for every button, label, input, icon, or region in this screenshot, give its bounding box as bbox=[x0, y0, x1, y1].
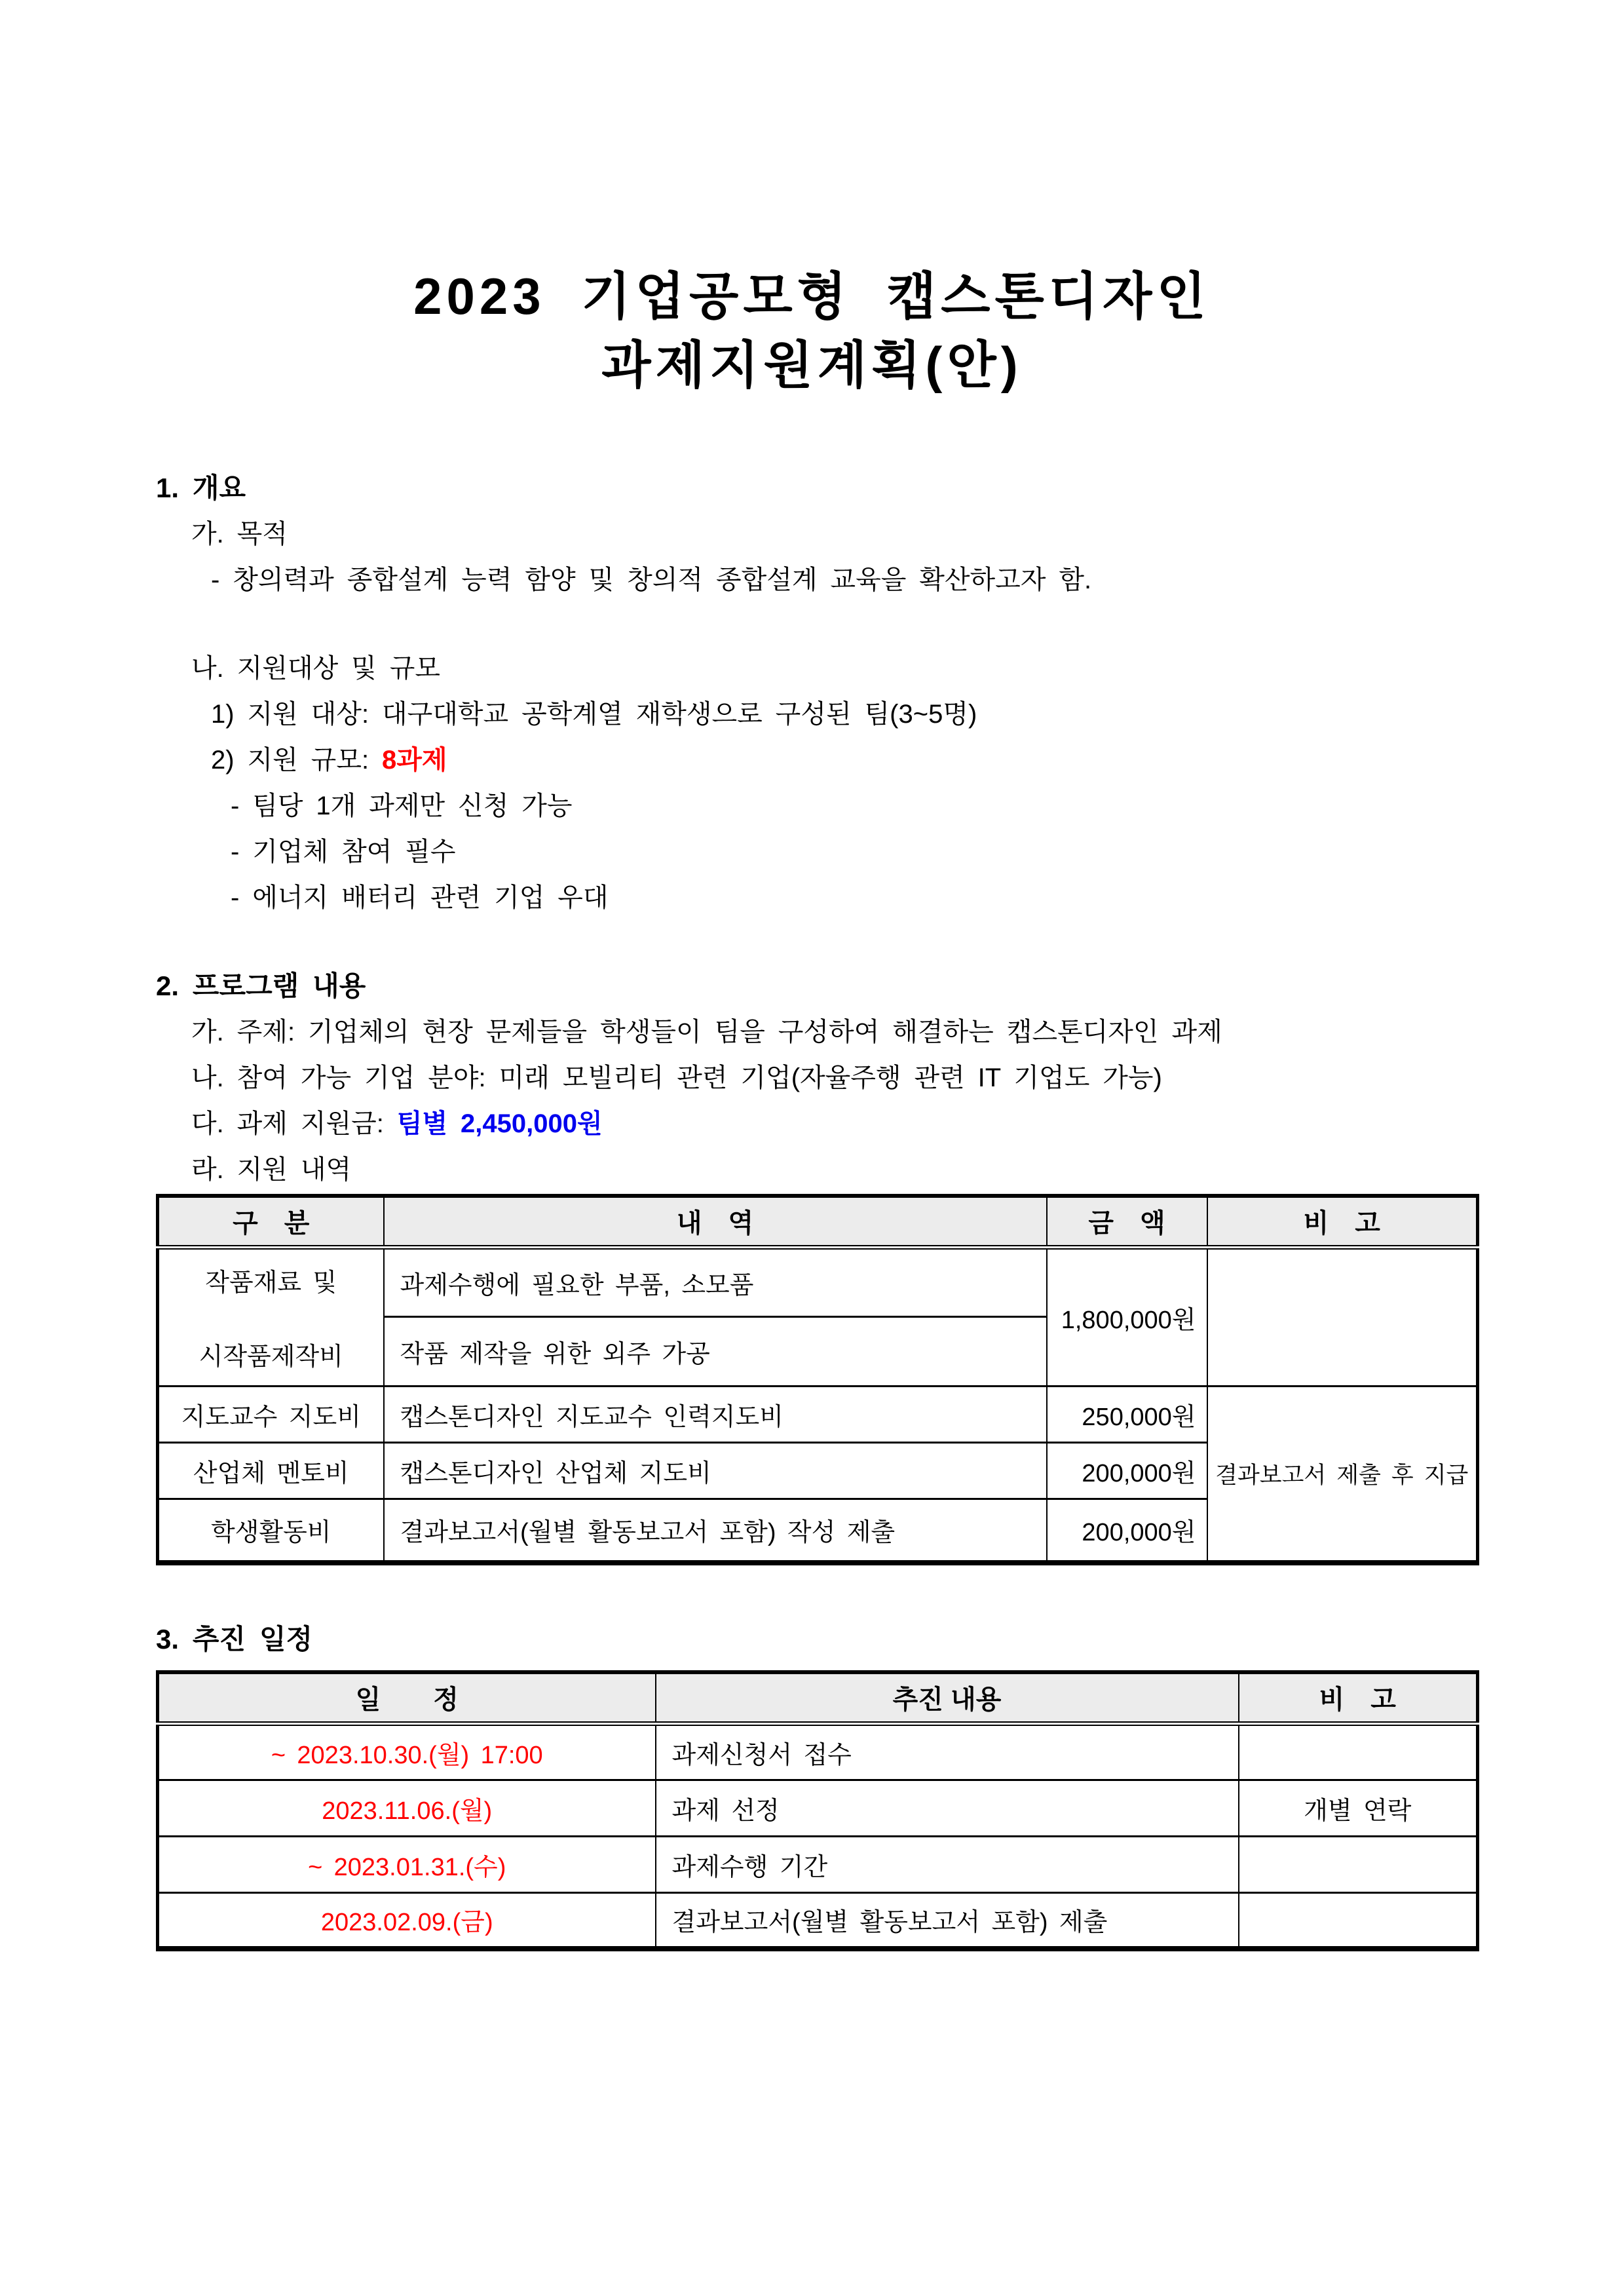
support-table-header-row bbox=[158, 1196, 1478, 1247]
cell-execution-content: 과제수행 기간 bbox=[656, 1836, 1239, 1892]
cell-materials-detail-outsourcing: 작품 제작을 위한 외주 가공 bbox=[384, 1316, 1047, 1386]
schedule-header-note: 비 고 bbox=[1239, 1672, 1478, 1723]
cell-student-category: 학생활동비 bbox=[158, 1499, 384, 1563]
overview-target-item: 1) 지원 대상: 대구대학교 공학계열 재학생으로 구성된 팀(3~5명) bbox=[211, 700, 977, 729]
table-row-materials-1 bbox=[158, 1247, 1478, 1316]
cell-industry-detail: 캡스톤디자인 산업체 지도비 bbox=[384, 1442, 1047, 1499]
support-header-detail: 내 역 bbox=[384, 1196, 1047, 1247]
schedule-table-header-row bbox=[158, 1672, 1478, 1723]
overview-scale-note-3: - 에너지 배터리 관련 기업 우대 bbox=[231, 883, 609, 912]
program-detail-label: 라. 지원 내역 bbox=[191, 1155, 352, 1184]
cell-professor-category: 지도교수 지도비 bbox=[158, 1386, 384, 1442]
overview-target-label: 나. 지원대상 및 규모 bbox=[191, 654, 440, 683]
cell-materials-note bbox=[1207, 1247, 1478, 1386]
table-row-application bbox=[158, 1723, 1478, 1780]
cell-industry-category: 산업체 멘토비 bbox=[158, 1442, 384, 1499]
program-field: 나. 참여 가능 기업 분야: 미래 모빌리티 관련 기업(자율주행 관련 IT 기업도 가능) bbox=[191, 1063, 1162, 1092]
cell-materials-amount: 1,800,000원 bbox=[1047, 1247, 1207, 1386]
cell-selection-date: 2023.11.06.(월) bbox=[158, 1780, 656, 1836]
overview-scale-note-2: - 기업체 참여 필수 bbox=[231, 837, 456, 866]
section-overview-heading: 1. 개요 bbox=[156, 472, 246, 503]
cell-execution-date: ~ 2023.01.31.(수) bbox=[158, 1836, 656, 1892]
table-row-professor bbox=[158, 1386, 1478, 1442]
overview-scale-line bbox=[0, 737, 1624, 783]
title-line-2: 과제지원계획(안) bbox=[601, 336, 1023, 394]
table-row-report bbox=[158, 1892, 1478, 1949]
cell-report-note bbox=[1239, 1892, 1478, 1949]
cell-report-content: 결과보고서(월별 활동보고서 포함) 제출 bbox=[656, 1892, 1239, 1949]
cell-application-content: 과제신청서 접수 bbox=[656, 1723, 1239, 1780]
cell-execution-note bbox=[1239, 1836, 1478, 1892]
support-header-amount: 금 액 bbox=[1047, 1196, 1207, 1247]
cell-materials-category bbox=[158, 1247, 384, 1386]
cell-selection-note: 개별 연락 bbox=[1239, 1780, 1478, 1836]
schedule-header-date: 일 정 bbox=[158, 1672, 656, 1723]
support-header-note: 비 고 bbox=[1207, 1196, 1478, 1247]
cell-industry-amount: 200,000원 bbox=[1047, 1442, 1207, 1499]
table-row-selection bbox=[158, 1780, 1478, 1836]
cell-materials-detail-parts: 과제수행에 필요한 부품, 소모품 bbox=[384, 1247, 1047, 1316]
overview-purpose-label: 가. 목적 bbox=[191, 520, 288, 548]
cell-report-date: 2023.02.09.(금) bbox=[158, 1892, 656, 1949]
overview-purpose-detail: - 창의력과 종합설계 능력 함양 및 창의적 종합설계 교육을 확산하고자 함. bbox=[211, 565, 1092, 594]
schedule-table bbox=[156, 1670, 1479, 1951]
cell-student-detail: 결과보고서(월별 활동보고서 포함) 작성 제출 bbox=[384, 1499, 1047, 1563]
program-grant-prefix: 다. 과제 지원금: bbox=[191, 1109, 397, 1138]
document-title bbox=[0, 0, 1624, 400]
table-row-execution bbox=[158, 1836, 1478, 1892]
support-table bbox=[156, 1194, 1479, 1565]
title-line-1: 2023 기업공모형 캡스톤디자인 bbox=[413, 267, 1211, 325]
program-grant-value: 팀별 2,450,000원 bbox=[396, 1109, 603, 1138]
cell-professor-amount: 250,000원 bbox=[1047, 1386, 1207, 1442]
program-topic: 가. 주제: 기업체의 현장 문제들을 학생들이 팀을 구성하여 해결하는 캡스톤디자인 과제 bbox=[191, 1018, 1222, 1046]
materials-category-line2: 시작품제작비 bbox=[198, 1343, 343, 1371]
section-program-heading: 2. 프로그램 내용 bbox=[156, 970, 366, 1001]
cell-merged-note: 결과보고서 제출 후 지급 bbox=[1207, 1386, 1478, 1563]
overview-scale-value: 8과제 bbox=[381, 746, 447, 775]
section-schedule-heading: 3. 추진 일정 bbox=[156, 1624, 313, 1655]
cell-selection-content: 과제 선정 bbox=[656, 1780, 1239, 1836]
support-header-category: 구 분 bbox=[158, 1196, 384, 1247]
cell-professor-detail: 캡스톤디자인 지도교수 인력지도비 bbox=[384, 1386, 1047, 1442]
cell-student-amount: 200,000원 bbox=[1047, 1499, 1207, 1563]
overview-scale-note-1: - 팀당 1개 과제만 신청 가능 bbox=[231, 792, 573, 820]
materials-category-line1: 작품재료 및 bbox=[205, 1269, 337, 1297]
program-grant-line bbox=[0, 1101, 1624, 1147]
schedule-header-content: 추진 내용 bbox=[656, 1672, 1239, 1723]
cell-application-note bbox=[1239, 1723, 1478, 1780]
cell-application-date: ~ 2023.10.30.(월) 17:00 bbox=[158, 1723, 656, 1780]
overview-scale-prefix: 2) 지원 규모: bbox=[211, 746, 382, 775]
